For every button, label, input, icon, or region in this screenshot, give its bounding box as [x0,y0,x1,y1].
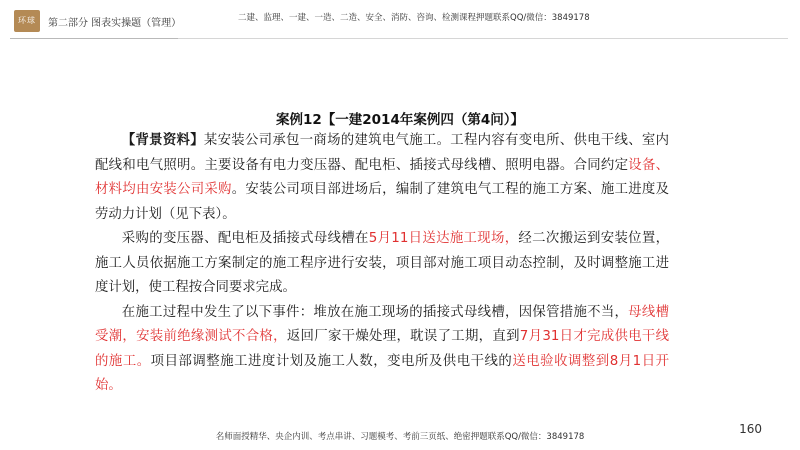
paragraph-event [95,301,669,399]
p1-text-1: 某安装公司承包一商场的建筑电气施工。工程内容有变电所、供电干线、室内配线和电气照明。主要设备有电力变压器、配电柜、插接式母线槽、照明电器。合同约定 [95,133,669,173]
footer-promo-text: 名师面授精华、央企内训、考点串讲、习题模考、考前三页纸、绝密押题联系QQ/微信：3849178 [215,432,585,442]
section-title: 第二部分 图表实操题（管理） [48,18,182,29]
p1-text-2: 。安装公司项目部进场后，编制了建筑电气工程的施工方案、施工进度及劳动力计划（见下表）。 [95,182,669,222]
brand-logo: 环球 [14,10,40,32]
p3-text-2: 返回厂家干燥处理，耽误了工期，直到 [286,329,520,344]
p3-text-1: 在施工过程中发生了以下事件：堆放在施工现场的插接式母线槽，因保管措施不当， [121,304,629,320]
header-promo-text: 二建、监理、一建、一造、二造、安全、消防、咨询、检测课程押题联系QQ/微信：3849178 [238,13,590,23]
p1-highlight-1: 设备、材料均由安装公司采购 [95,157,670,197]
p3-highlight-1: 母线槽受潮，安装前绝缘测试不合格， [95,304,669,344]
page-number: 160 [739,422,762,436]
header-divider-right [178,38,788,39]
p2-text-2: 经二次搬运到安装位置，施工人员依据施工方案制定的施工程序进行安装，项目部对施工项目动态控制，及时调整施工进度计划，使工程按合同要求完成。 [95,231,669,295]
p3-highlight-3: 送电验收调整到8月1日开始。 [95,353,670,393]
header-divider-left [10,38,178,39]
paragraph-procurement [95,227,669,301]
p3-text-3: 项目部调整施工进度计划及施工人数，变电所及供电干线的 [150,353,513,369]
background-label: 【背景资料】 [121,133,204,148]
p2-highlight-1: 5月11日送达施工现场， [368,231,519,246]
case-title: 案例12【一建2014年案例四（第4问）】 [275,112,524,128]
case-body [95,129,669,399]
paragraph-background [95,129,669,227]
p2-text-1: 采购的变压器、配电柜及插接式母线槽在 [121,231,369,246]
p3-highlight-2: 7月31日才完成供电干线的施工。 [95,329,669,369]
